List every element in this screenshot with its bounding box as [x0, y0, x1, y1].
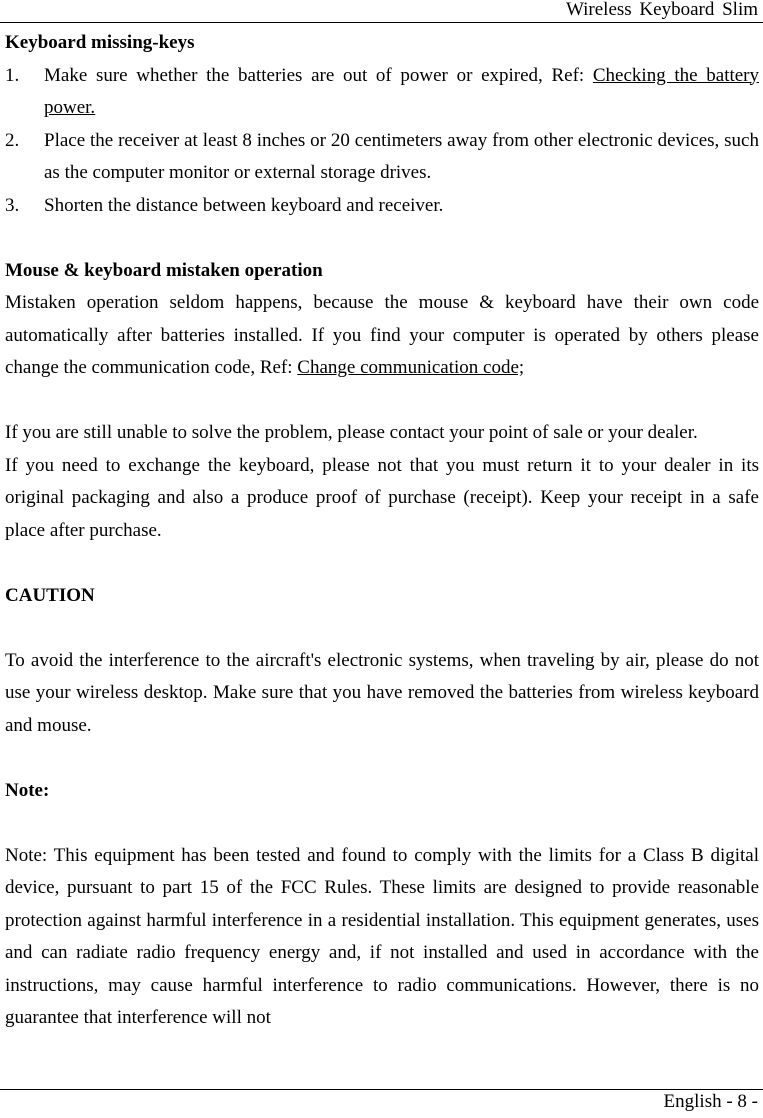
note-paragraph: Note: This equipment has been tested and found to comply with the limits for a Class B digital device, pursuant to part 15 of the FCC Rules. These limits are designed to provide reasonable protection against harmful interference in a residential installation. This equipment generates, uses and can radiate radio frequency energy and, if not installed and used in accordance with the instructions, may cause harmful interference to radio communications. However, there is no guarantee that interference will not — [5, 844, 759, 1028]
support-paragraph-2: If you need to exchange the keyboard, please not that you must return it to your dealer in its original packaging and also a produce proof of purchase (receipt). Keep your receipt in a safe place after purchase. — [5, 454, 759, 541]
caution-paragraph: To avoid the interference to the aircraft's electronic systems, when traveling by air, please do not use your wireless desktop. Make sure that you have removed the batteries from wireless keyboard and mouse. — [5, 649, 759, 736]
support-paragraph-1: If you are still unable to solve the problem, please contact your point of sale or your dealer. — [5, 422, 698, 443]
page-number: English - 8 - — [663, 1091, 758, 1112]
header-title: Wireless Keyboard Slim — [565, 0, 758, 20]
mistaken-operation-paragraph — [5, 287, 759, 385]
section-heading-note: Note: — [5, 779, 50, 801]
checking-battery-link[interactable]: Checking the battery power. — [44, 64, 760, 118]
change-communication-code-link[interactable]: Change communication code; — [297, 357, 525, 378]
list-item-text: Make sure whether the batteries are out of power or expired, Ref: — [44, 64, 593, 86]
page-footer — [0, 1089, 763, 1118]
list-item-number: 3. — [5, 194, 20, 216]
section-heading-missing-keys: Keyboard missing-keys — [5, 32, 195, 53]
section-heading-mistaken-operation: Mouse & keyboard mistaken operation — [5, 259, 323, 281]
list-item-number: 2. — [5, 129, 20, 151]
list-item — [5, 190, 759, 223]
list-item — [5, 60, 759, 125]
page-content — [5, 27, 759, 1035]
list-item-text: Shorten the distance between keyboard and receiver. — [44, 194, 444, 216]
list-item-number: 1. — [5, 64, 20, 86]
missing-keys-list — [5, 60, 759, 223]
list-item — [5, 125, 759, 190]
list-item-text: Place the receiver at least 8 inches or 20 centimeters away from other electronic devices, such as the computer monitor or external storage drives. — [44, 129, 759, 183]
page-header — [0, 0, 763, 23]
mistaken-operation-text: Mistaken operation seldom happens, because the mouse & keyboard have their own code automatically after batteries installed. If you find your computer is operated by others please change the communication code, Ref: — [5, 292, 759, 378]
section-heading-caution: CAUTION — [5, 584, 95, 606]
